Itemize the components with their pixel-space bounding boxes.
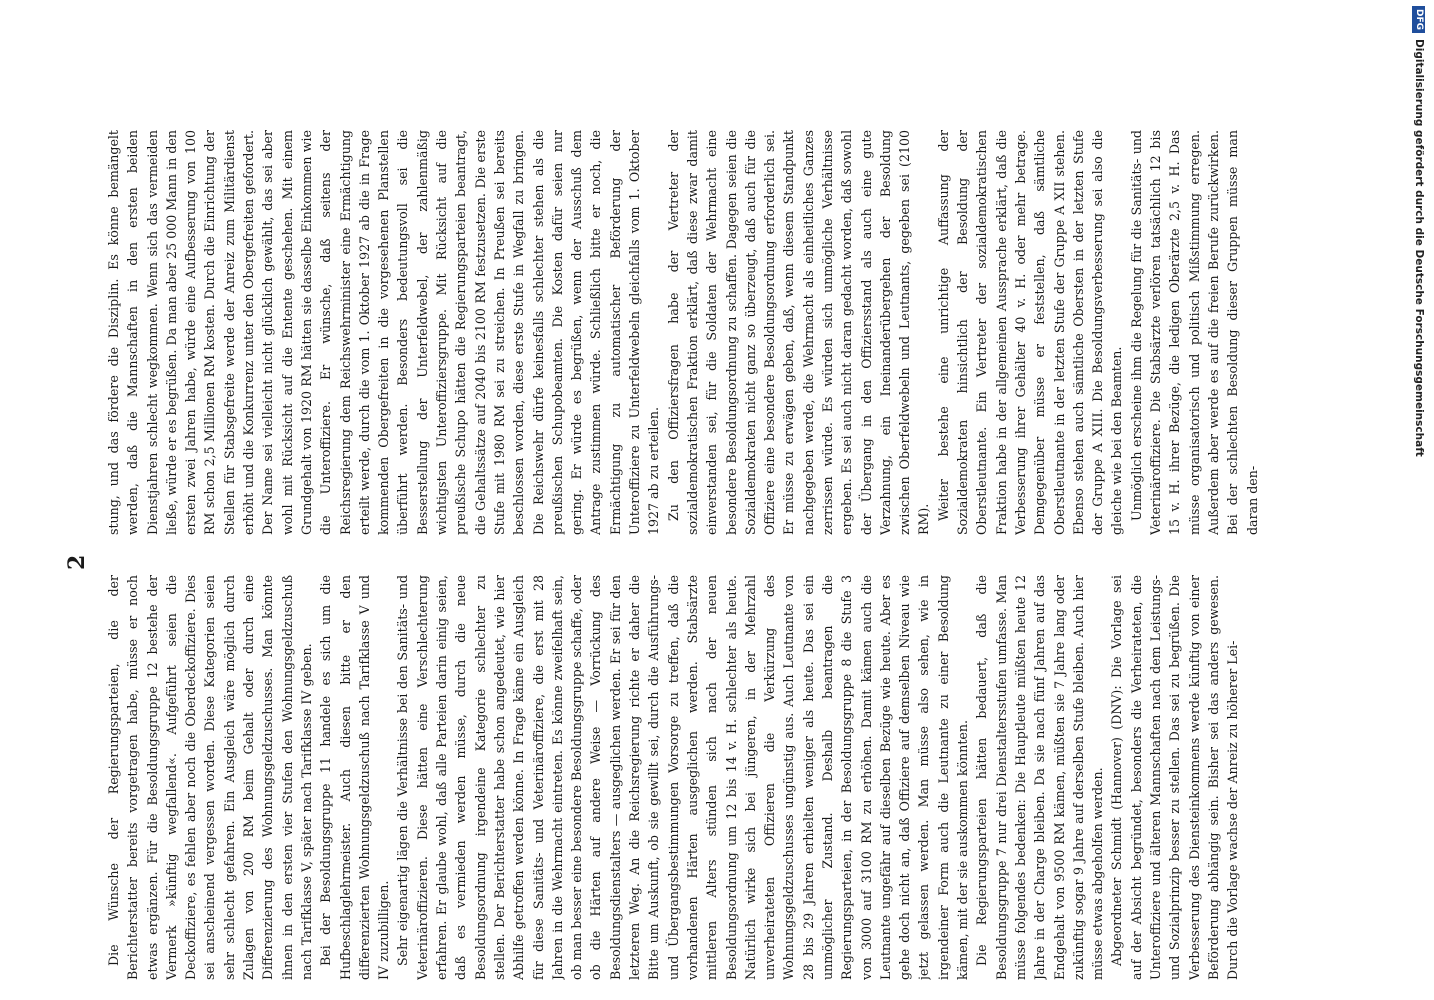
paragraph: stung, und das fördere die Disziplin. Es könne bemängelt werden, daß die Mannschaften in den ersten beiden Dienstjahren schlecht wegkommen. Wenn sich das vermeiden ließe, würde er es begrüßen. Da man aber 25 000 Mann in den ersten zwei Jahren habe, würde eine Aufbesserung von 100 RM schon 2,5 Millionen RM kosten. Durch die Einrichtung der Stellen für Stabsgefreite werde der Anreiz zum Militärdienst erhöht und die Konkurrenz unter den Obergefreiten gefordert. Der Name sei vielleicht nicht glücklich gewählt, das sei aber wohl mit Rücksicht auf die Entente geschehen. Mit einem Grundgehalt von 1920 RM hätten sie dasselbe Einkommen wie die Unteroffiziere. Er wünsche, daß seitens der Reichsregierung dem Reichswehrminister eine Ermächtigung erteilt werde, durch die vom 1. Oktober 1927 ab die in Frage kommenden Obergefreiten in die vorgesehenen Planstellen überführt werden. Besonders bedeutungsvoll sei die Besserstellung der Unterfeldwebel, der zahlenmäßig wichtigsten Unteroffiziersgruppe. Mit Rücksicht auf die preußische Schupo hätten die Regierungsparteien beantragt, die Gehaltssätze auf 2040 bis 2100 RM festzusetzen. Die erste Stufe mit 1980 RM sei zu streichen. In Preußen sei bereits beschlossen worden, diese erste Stufe in Wegfall zu bringen. Die Reichswehr dürfe keinesfalls schlechter stehen als die preußischen Schupobeamten. Die Kosten dafür seien nur gering. Er würde es begrüßen, wenn der Ausschuß dem Antrage zustimmen würde. Schließlich bitte er noch, die Ermächtigung zu automatischer Beförderung der Unteroffiziere zu Unterfeldwebeln gleichfalls vom 1. Oktober 1927 ab zu erteilen. [106, 130, 662, 535]
paragraph: Die Wünsche der Regierungsparteien, die der Berichterstatter bereits vorgetragen habe, müsse er noch etwas ergänzen. Für die Besoldungsgruppe 12 bestehe der Vermerk »künftig wegfallend«. Aufgeführt seien die Deckoffiziere, es fehlen aber noch die Oberdeckoffiziere. Dies sei anscheinend vergessen worden. Diese Kategorien seien sehr schlecht gefahren. Ein Ausgleich wäre möglich durch Zulagen von 200 RM beim Gehalt oder durch eine Differenzierung des Wohnungsgeldzuschusses. Man könnte ihnen in den ersten vier Stufen den Wohnungsgeldzuschuß nach Tarifklasse V, später nach Tarifklasse IV geben. [106, 575, 314, 980]
paragraph: Abgeordneter Schmidt (Hannover) (DNV): Die Vorlage sei auf der Absicht begründet, besonders die Verheirateten, die Unteroffiziere und älteren Mannschaften nach dem Leistungs- und Sozialprinzip besser zu stellen. Das sei zu begrüßen. Die Verbesserung des Diensteinkommens werde künftig von einer Beförderung abhängig sein. Bisher sei das anders gewesen. Durch die Vorlage wachse der Anreiz zu höherer Lei- [1109, 575, 1241, 980]
paragraph: Weiter bestehe eine unrichtige Auffassung der Sozialdemokraten hinsichtlich der Besoldung der Oberstleutnante. Ein Vertreter der sozialdemokratischen Fraktion habe in der allgemeinen Aussprache erklärt, daß die Verbesserung ihrer Gehälter 40 v. H. oder mehr betrage. Demgegenüber müsse er feststellen, daß sämtliche Oberstleutnante in der letzten Stufe der Gruppe A XII stehen. Ebenso stehen auch sämtliche Obersten in der letzten Stufe der Gruppe A XIII. Die Besoldungsverbesserung sei also die gleiche wie bei den Beamten. [935, 130, 1125, 535]
column-divider [112, 552, 1312, 553]
dfg-logo: DFG [1413, 6, 1426, 33]
left-text-column [104, 575, 1354, 980]
page-number: 2 [64, 554, 90, 570]
paragraph: Zu den Offiziersfragen habe der Vertreter der sozialdemokratischen Fraktion erklärt, daß diese zwar damit einverstanden sei, für die Soldaten der Wehrmacht eine besondere Besoldungsordnung zu schaffen. Dagegen seien die Sozialdemokraten nicht ganz so überzeugt, daß auch für die Offiziere eine besondere Besoldungsordnung erforderlich sei. Er müsse zu erwägen geben, daß, wenn diesem Standpunkt nachgegeben werde, die Wehrmacht als einheitliches Ganzes zerrissen würde. Es würden sich unmögliche Verhältnisse ergeben. Es sei auch nicht daran gedacht worden, daß sowohl der Übergang in den Offiziersstand als auch eine gute Verzahnung, ein Ineinanderübergehen der Besoldung zwischen Oberfeldwebeln und Leutnants, gegeben sei (2100 RM). [665, 130, 932, 535]
paragraph: Bei der Besoldungsgruppe 11 handele es sich um die Hufbeschlaglehrmeister. Auch diesen bitte er den differenzierten Wohnungsgeldzuschuß nach Tarifklasse V und IV zuzubilligen. [318, 575, 392, 980]
digitization-note: Digitalisierung gefördert durch die Deutsche Forschungsgemeinschaft [1413, 39, 1425, 457]
rotated-document-page [64, 100, 1372, 1000]
paragraph: Die Regierungsparteien hätten bedauert, daß die Besoldungsgruppe 7 nur drei Dienstaltersstufen umfasse. Man müsse folgendes bedenken: Die Hauptleute müßten heute 12 Jahre in der Charge bleiben. Da sie nach fünf Jahren auf das Endgehalt von 9500 RM kämen, müßten sie 7 Jahre lang oder zukünftig sogar 9 Jahre auf derselben Stufe bleiben. Auch hier müsse etwas abgeholfen werden. [974, 575, 1106, 980]
right-text-column [104, 130, 1354, 535]
digitization-credit [1406, 6, 1432, 994]
paragraph: Unmöglich erscheine ihm die Regelung für die Sanitäts- und Veterinäroffiziere. Die Stabsärzte verlören tatsächlich 12 bis 15 v. H. ihrer Bezüge, die ledigen Oberärzte 2,5 v. H. Das müsse organisatorisch und politisch Mißstimmung erregen. Außerdem aber werde es auf die freien Berufe zurückwirken. Bei der schlechten Besoldung dieser Gruppen müsse man daran den- [1128, 130, 1260, 535]
paragraph: Sehr eigenartig lägen die Verhältnisse bei den Sanitäts- und Veterinäroffizieren. Diese hätten eine Verschlechterung erfahren. Er glaube wohl, daß alle Parteien darin einig seien, daß es vermieden werden müsse, durch die neue Besoldungsordnung irgendeine Kategorie schlechter zu stellen. Der Berichterstatter habe schon angedeutet, wie hier Abhilfe getroffen werden könne. In Frage käme ein Ausgleich für diese Sanitäts- und Veterinäroffiziere, die erst mit 28 Jahren in die Wehrmacht eintreten. Es könne zweifelhaft sein, ob man besser eine besondere Besoldungsgruppe schaffe, oder ob die Härten auf andere Weise — Vorrückung des Besoldungsdienstalters — ausgeglichen werden. Er sei für den letzteren Weg. An die Reichsregierung richte er daher die Bitte um Auskunft, ob sie gewillt sei, durch die Ausführungs- und Übergangsbestimmungen Vorsorge zu treffen, daß die vorhandenen Härten ausgeglichen werden. Stabsärzte mittleren Alters stünden sich nach der neuen Besoldungsordnung um 12 bis 14 v. H. schlechter als heute. Natürlich wirke sich bei jüngeren, in der Mehrzahl unverheirateten Offizieren die Verkürzung des Wohnungsgeldzuschusses ungünstig aus. Auch Leutnante von 28 bis 29 Jahren erhielten weniger als heute. Das sei ein unmöglicher Zustand. Deshalb beantragen die Regierungsparteien, in der Besoldungsgruppe 8 die Stufe 3 von 3000 auf 3100 RM zu erhöhen. Damit kämen auch die Leutnante ungefähr auf dieselben Bezüge wie heute. Aber es gehe doch nicht an, daß Offiziere auf demselben Niveau wie jetzt gelassen werden. Man müsse also sehen, wie in irgendeiner Form auch die Leutnante zu einer Besoldung kämen, mit der sie auskommen könnten. [395, 575, 971, 980]
